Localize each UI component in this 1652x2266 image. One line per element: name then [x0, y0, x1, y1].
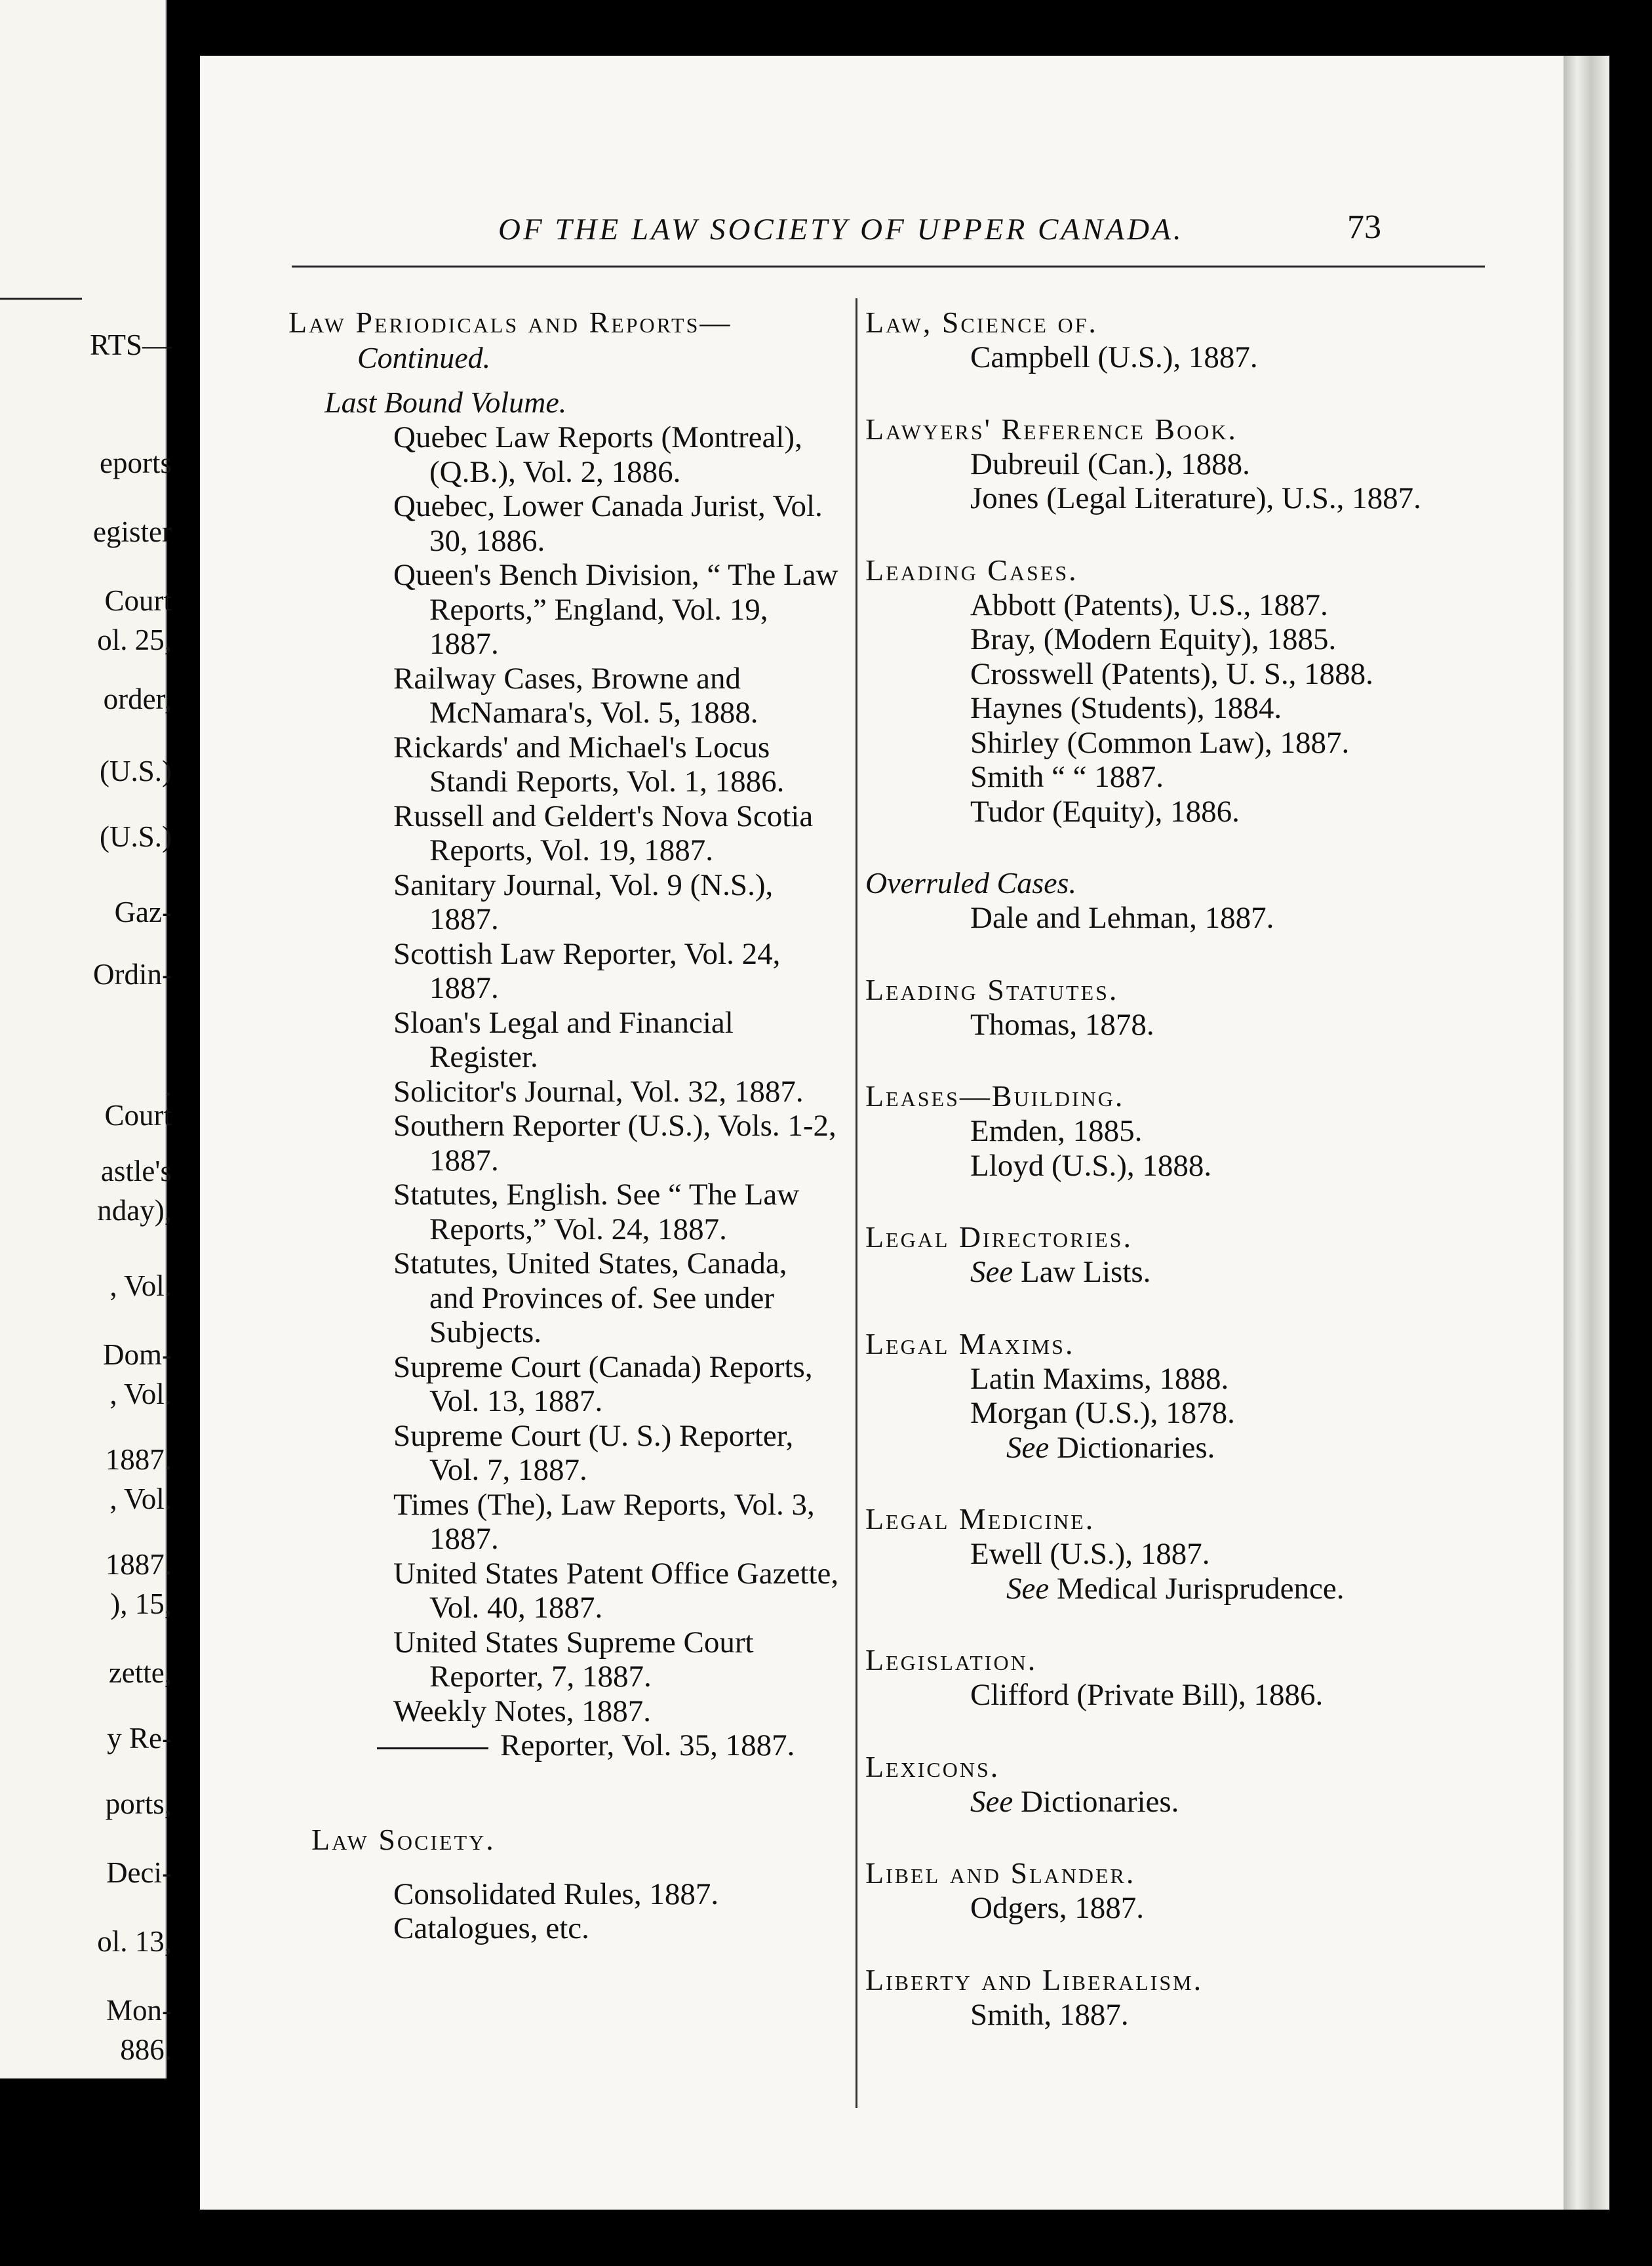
entry-list	[288, 1877, 839, 1946]
list-item: Thomas, 1878.	[970, 1007, 1154, 1042]
index-section	[865, 865, 1462, 936]
continued-label: Continued.	[357, 341, 491, 374]
entry-list	[865, 588, 1462, 829]
previous-page-fragment: .	[164, 1069, 172, 1102]
section-heading: Leases—Building.	[865, 1079, 1125, 1113]
index-section	[288, 305, 839, 1763]
section-heading: Legal Directories.	[865, 1220, 1133, 1254]
list-item: Emden, 1885.	[970, 1114, 1143, 1148]
entry-list	[865, 1114, 1462, 1183]
previous-page-fragment: 1887.	[105, 1548, 172, 1581]
previous-page-fragment: ol. 25,	[97, 624, 172, 656]
index-section	[865, 1501, 1462, 1606]
list-item: Quebec, Lower Canada Jurist, Vol. 30, 1886.	[393, 489, 823, 558]
previous-page-fragment: (U.S.)	[100, 755, 172, 787]
previous-page-fragment: egister	[93, 515, 172, 548]
list-item: Times (The), Law Reports, Vol. 3, 1887.	[393, 1487, 815, 1556]
list-item: Solicitor's Journal, Vol. 32, 1887.	[393, 1074, 804, 1109]
list-item: Odgers, 1887.	[970, 1891, 1144, 1925]
previous-page-fragment: ol. 13,	[97, 1925, 172, 1958]
page	[200, 56, 1609, 2210]
previous-page-fragment: Mon-	[106, 1994, 172, 2027]
section-heading: Law Society.	[311, 1822, 496, 1856]
entry-list	[865, 1891, 1462, 1926]
index-section	[865, 553, 1462, 829]
section-heading: Leading Statutes.	[865, 972, 1119, 1006]
entry-list	[865, 901, 1462, 936]
list-item: Consolidated Rules, 1887.	[393, 1877, 719, 1911]
list-item: Weekly Notes, 1887.	[393, 1694, 652, 1728]
previous-page-fragment: 886.	[120, 2033, 172, 2066]
previous-page-fragment: Dom-	[103, 1338, 172, 1371]
index-section	[288, 1822, 839, 1946]
previous-page-fragment: 1887.	[105, 1443, 172, 1476]
entry-list	[865, 1998, 1462, 2033]
running-head: OF THE LAW SOCIETY OF UPPER CANADA.	[498, 212, 1184, 247]
subheading: Overruled Cases.	[865, 866, 1076, 900]
previous-page-fragment: Gaz-	[114, 896, 172, 928]
list-item: Latin Maxims, 1888.	[970, 1361, 1229, 1396]
previous-page-fragment: , Vol.	[109, 1269, 172, 1302]
previous-page-fragment: zette,	[108, 1656, 172, 1689]
list-item: Supreme Court (Canada) Reports, Vol. 13, 1887.	[393, 1349, 813, 1418]
entry-list	[865, 1008, 1462, 1043]
previous-page-fragment: , Vol.	[109, 1378, 172, 1410]
see-target: Medical Jurisprudence.	[1056, 1571, 1345, 1606]
see-reference	[865, 1785, 1462, 1819]
list-item: Shirley (Common Law), 1887.	[970, 725, 1350, 760]
list-item: Dale and Lehman, 1887.	[970, 901, 1274, 935]
see-label: See	[970, 1784, 1013, 1819]
previous-page-fragment: eports	[100, 447, 172, 479]
section-heading: Lexicons.	[865, 1749, 1000, 1783]
section-heading: Law, Science of.	[865, 306, 1098, 339]
previous-page-fragment: ports,	[105, 1787, 172, 1820]
previous-page-fragment: ), 15,	[110, 1587, 172, 1620]
list-item: Railway Cases, Browne and McNamara's, Vol. 5, 1888.	[393, 661, 758, 730]
see-label: See	[1006, 1430, 1050, 1465]
index-section	[865, 972, 1462, 1043]
entry-list	[865, 340, 1462, 375]
entry-list	[865, 1537, 1462, 1606]
see-reference	[865, 1431, 1462, 1465]
previous-page-fragment: astle's	[100, 1155, 172, 1187]
previous-page-fragment: y Re-	[107, 1722, 172, 1755]
previous-page-fragment: nday),	[97, 1194, 172, 1227]
list-item: Lloyd (U.S.), 1888.	[970, 1148, 1212, 1183]
column-divider	[856, 298, 857, 2108]
section-heading: Legislation.	[865, 1643, 1038, 1677]
see-label: See	[970, 1255, 1013, 1289]
previous-page-fragment: Court	[104, 1099, 172, 1132]
see-target: Dictionaries.	[1056, 1430, 1215, 1465]
see-reference	[865, 1255, 1462, 1290]
list-item: Statutes, English. See “ The Law Reports,” Vol. 24, 1887.	[393, 1178, 800, 1246]
header-rule	[292, 266, 1485, 268]
index-section	[865, 1642, 1462, 1713]
ditto-dash	[377, 1747, 488, 1749]
list-item: Tudor (Equity), 1886.	[970, 794, 1240, 829]
page-edge-shading	[1564, 56, 1609, 2210]
previous-page-edge	[0, 0, 172, 2078]
list-item: Scottish Law Reporter, Vol. 24, 1887.	[393, 936, 781, 1005]
page-number: 73	[1347, 209, 1381, 246]
left-column	[288, 305, 839, 1983]
list-item: Abbott (Patents), U.S., 1887.	[970, 587, 1328, 622]
section-heading: Lawyers' Reference Book.	[865, 412, 1238, 446]
list-item: Southern Reporter (U.S.), Vols. 1-2, 1887.	[393, 1109, 836, 1178]
previous-page-fragment: (U.S.)	[100, 820, 172, 853]
list-item: Ewell (U.S.), 1887.	[970, 1537, 1210, 1571]
list-item: Sloan's Legal and Financial Register.	[393, 1005, 734, 1074]
dash-entry	[288, 1728, 839, 1763]
list-item: Dubreuil (Can.), 1888.	[970, 447, 1250, 481]
previous-page-rule	[0, 298, 82, 300]
list-item: Sanitary Journal, Vol. 9 (N.S.), 1887.	[393, 867, 774, 936]
previous-page-fragment: Deci-	[106, 1856, 172, 1889]
list-item: Smith “ “ 1887.	[970, 760, 1164, 794]
section-heading: Leading Cases.	[865, 553, 1078, 587]
section-heading: Liberty and Liberalism.	[865, 1962, 1204, 1997]
list-item: Queen's Bench Division, “ The Law Reports,” England, Vol. 19, 1887.	[393, 558, 838, 661]
list-item: United States Patent Office Gazette, Vol. 40, 1887.	[393, 1556, 839, 1625]
see-target: Law Lists.	[1020, 1255, 1151, 1289]
index-section	[865, 1326, 1462, 1465]
index-section	[865, 305, 1462, 375]
see-reference	[865, 1572, 1462, 1606]
previous-page-fragment: Court	[104, 584, 172, 617]
previous-page-fragment: , Vol.	[109, 1482, 172, 1515]
list-item: Russell and Geldert's Nova Scotia Reports, Vol. 19, 1887.	[393, 799, 814, 867]
section-heading: Legal Medicine.	[865, 1502, 1095, 1536]
section-heading: Libel and Slander.	[865, 1856, 1136, 1890]
list-item: United States Supreme Court Reporter, 7, 1887.	[393, 1625, 754, 1694]
list-item: Quebec Law Reports (Montreal), (Q.B.), Vol. 2, 1886.	[393, 420, 802, 489]
list-item: Haynes (Students), 1884.	[970, 691, 1282, 725]
entry-list	[865, 447, 1462, 516]
section-heading: Law Periodicals and Reports—	[288, 306, 732, 339]
right-column	[865, 305, 1462, 2069]
section-heading: Legal Maxims.	[865, 1326, 1075, 1361]
dash-entry-text: Reporter, Vol. 35, 1887.	[500, 1728, 795, 1762]
previous-page-fragment: order,	[103, 683, 172, 715]
see-target: Dictionaries.	[1020, 1784, 1179, 1819]
list-item: Supreme Court (U. S.) Reporter, Vol. 7, 1887.	[393, 1418, 794, 1487]
entry-list	[865, 1255, 1462, 1290]
list-item: Bray, (Modern Equity), 1885.	[970, 622, 1337, 656]
previous-page-fragment: RTS—	[90, 328, 172, 361]
list-item: Statutes, United States, Canada, and Provinces of. See under Subjects.	[393, 1246, 787, 1349]
list-item: Clifford (Private Bill), 1886.	[970, 1678, 1324, 1712]
previous-page-fragment: Ordin-	[93, 958, 172, 991]
index-section	[865, 1749, 1462, 1819]
list-item: Campbell (U.S.), 1887.	[970, 340, 1258, 374]
subheading: Last Bound Volume.	[324, 386, 567, 419]
index-section	[865, 1079, 1462, 1183]
index-section	[865, 1962, 1462, 2033]
list-item: Jones (Legal Literature), U.S., 1887.	[970, 481, 1421, 515]
index-section	[865, 1856, 1462, 1926]
list-item: Crosswell (Patents), U. S., 1888.	[970, 656, 1373, 691]
entry-list	[865, 1362, 1462, 1465]
entry-list	[865, 1678, 1462, 1713]
index-section	[865, 1220, 1462, 1290]
index-section	[865, 412, 1462, 516]
list-item: Catalogues, etc.	[393, 1911, 589, 1945]
list-item: Rickards' and Michael's Locus Standi Reports, Vol. 1, 1886.	[393, 730, 785, 799]
see-label: See	[1006, 1571, 1050, 1606]
list-item: Morgan (U.S.), 1878.	[970, 1396, 1235, 1430]
entry-list	[288, 420, 839, 1763]
list-item: Smith, 1887.	[970, 1997, 1129, 2032]
entry-list	[865, 1785, 1462, 1819]
